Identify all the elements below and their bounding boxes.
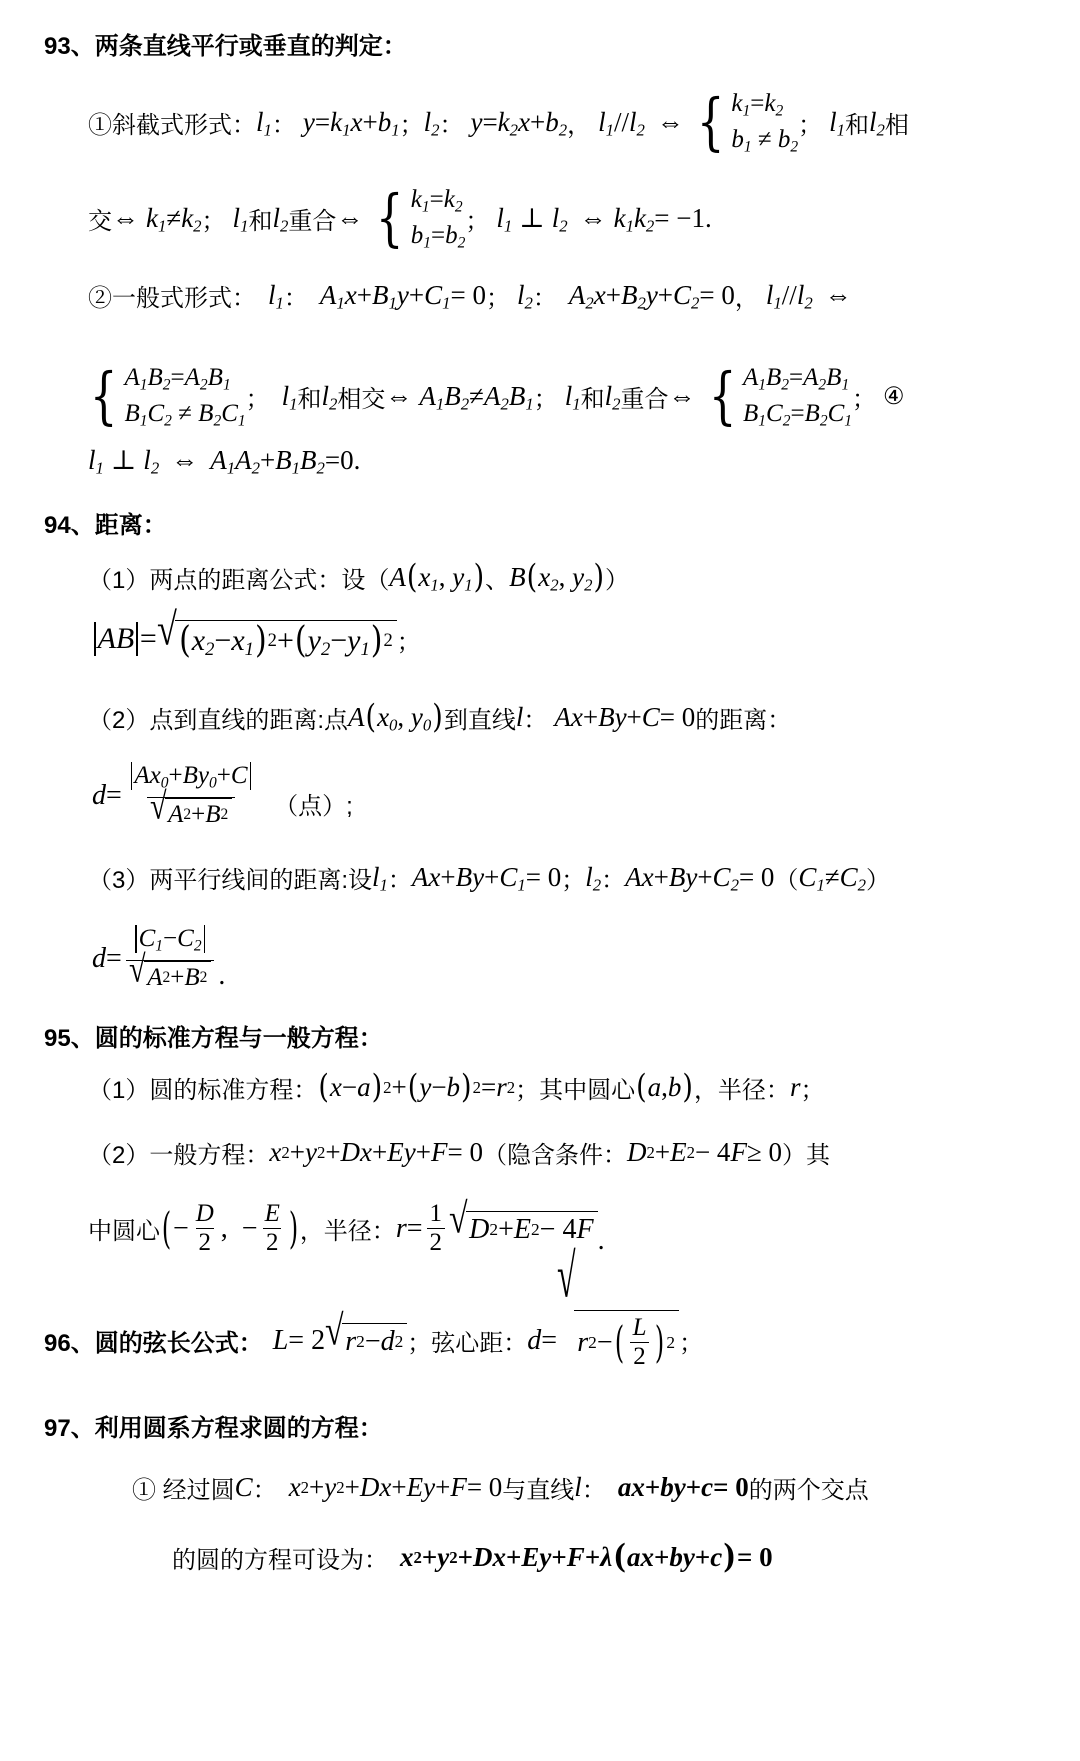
math-97-final-eq: x 2 + y 2 + D x + E y + F + λ ( a x + b y + c ) = 0 <box>400 1538 773 1577</box>
section-95-title: 圆的标准方程与一般方程： <box>94 1025 383 1052</box>
section-94-number: 94、 <box>44 512 95 539</box>
formula-93-perpendicular <box>88 445 360 476</box>
math-96-chord-distance: d = √ r 2 − ( $\frac{L}{2}$ ) 2 ； <box>527 1243 704 1370</box>
math-93-line2: 交 ⇔ $k_1$ ≠ $k_2$ ； $l_1$ 和 $l_2$ 重合 ⇔ { $k_1=k_2$ $b_1=b_2$ ； $l_1$ ⊥ $l_2$ ⇔ $k_1$ $k_2$ = −1 . <box>88 180 712 254</box>
section-93-heading <box>44 26 407 61</box>
label-94-1: （1）两点的距离公式：设（ <box>88 567 390 594</box>
label-93-slope-intercept: ①斜截式形式： <box>88 111 256 139</box>
label-93-tag: ④ <box>883 382 905 410</box>
section-95-number: 95、 <box>44 1025 95 1052</box>
math-94-d2: d = $C_1$ − $C_2$ √ A 2 + B 2 . <box>92 925 226 991</box>
math-95-general: x 2 + y 2 + D x + E y + F = 0 <box>269 1137 483 1167</box>
label-95-1: （1）圆的标准方程： <box>88 1077 318 1104</box>
section-97-number: 97、 <box>44 1415 95 1442</box>
section-94-heading <box>44 505 167 540</box>
formula-97-circle-system: ① 经过圆 C ： x 2 + y 2 + D x + E y + F = 0 与直线 l ： a x + b y + c = 0 的两个交点 <box>132 1472 869 1504</box>
formula-93-general-form <box>88 278 852 313</box>
math-93-line5: $l_1$ ⊥ $l_2$ ⇔ $A_1$ $A_2$ + $B_1$ $B_2$ =0 . <box>88 445 361 478</box>
formula-95-center-radius <box>88 1196 605 1257</box>
formula-93-general-conditions <box>84 360 905 433</box>
section-95-heading <box>44 1018 383 1053</box>
math-95-center-coords: ( − $\frac{D}{2}$ , − $\frac{E}{2}$ ) <box>161 1200 298 1256</box>
formula-94-distance-point-line <box>92 762 353 829</box>
label-95-2-cond-open: （隐含条件： <box>482 1142 627 1169</box>
math-93-line1: $l_1$ ： y = $k_1$ x + $b_1$ ； $l_2$ ： y = $k_2$ x + $b_2$ ， $l_1$ // $l_2$ ⇔ { $k_1=k_2$ $b_1 \ne b_2$ ； $l_1$ 和 $l_2$ 相 <box>256 84 909 158</box>
label-96-mid: ；弦心距： <box>407 1330 528 1357</box>
formula-94-parallel-label <box>88 860 890 895</box>
label-94-dun: 、 <box>485 567 510 594</box>
section-97-heading <box>44 1408 383 1443</box>
math-95-radius: r <box>789 1072 801 1102</box>
math-94-line-l: l <box>515 702 524 732</box>
formula-94-ab-length <box>92 603 421 662</box>
math-94-parallel-lines: $l_1$ ： A x + B y + $C_1$ = 0 ； $l_2$ ： A x + B y + $C_2$ = 0 （ $C_1$ ≠ $C_2$ ） <box>372 862 891 895</box>
formula-95-general-form <box>88 1135 830 1170</box>
math-97-line-l: l <box>574 1472 582 1502</box>
math-95-center: ( a , b ) <box>636 1068 693 1107</box>
label-95-1-mid: ；其中圆心 <box>515 1077 636 1104</box>
label-95-2-cond-close: ）其 <box>782 1142 831 1169</box>
label-94-2-tail: 的距离： <box>695 707 792 734</box>
math-96-chord-length: L = 2 √ r 2 − d 2 <box>273 1323 408 1358</box>
math-94-points: A ( $x_1$ , $y_1$ ) <box>389 558 485 597</box>
label-97-tail: 的两个交点 <box>748 1477 869 1504</box>
section-96-number: 96、 <box>44 1330 95 1357</box>
label-97-1: ① 经过圆 <box>132 1477 235 1504</box>
formula-95-standard-form: （1）圆的标准方程： ( x − a ) 2 + ( y − b ) 2 = r 2 ；其中圆心 ( a , b ) ，半径： r ； <box>88 1068 825 1107</box>
label-97-2: 的圆的方程可设为： <box>172 1547 388 1574</box>
math-97-line-eq: a x + b y + c = 0 <box>617 1472 749 1502</box>
label-95-2b-mid: ，半径： <box>299 1218 396 1245</box>
formula-94-two-point-distance-label <box>88 560 629 595</box>
math-95-discriminant: D 2 + E 2 − 4 F ≥ 0 <box>626 1137 783 1167</box>
math-94-ab: AB = √ ( $x_2$ − $x_1$ ) 2 + ( $y_2$ − $y_1$ ) 2 ； <box>92 620 421 658</box>
section-93-title: 两条直线平行或垂直的判定： <box>94 33 407 60</box>
label-94-3: （3）两平行线间的距离:设 <box>88 867 373 894</box>
math-97-circle-c: C <box>234 1472 253 1502</box>
math-93-line3: $l_1$ ： $A_1$ x + $B_1$ y + $C_1$ = 0 ； $l_2$ ： $A_2$ x + $B_2$ y + $C_2$ = 0 ， $l_1$ // $l_2$ ⇔ <box>268 280 852 313</box>
formula-94-distance-parallel <box>92 925 225 992</box>
label-94-dao: 到直线 <box>443 707 516 734</box>
label-95-2: （2）一般方程： <box>88 1142 270 1169</box>
math-94-point-b: B ( $x_2$ , $y_2$ ) <box>509 558 604 597</box>
section-93-number: 93、 <box>44 33 95 60</box>
label-94-2: （2）点到直线的距离:点 <box>88 707 349 734</box>
label-97-yu: 与直线 <box>502 1477 575 1504</box>
label-94-close: ） <box>604 567 629 594</box>
section-97-title: 利用圆系方程求圆的方程： <box>94 1415 383 1442</box>
label-95-1-tail: ，半径： <box>693 1077 790 1104</box>
math-97-circle-eq: x 2 + y 2 + D x + E y + F = 0 <box>288 1472 503 1502</box>
math-95-standard: ( x − a ) 2 + ( y − b ) 2 = r 2 <box>318 1068 516 1107</box>
math-95-radius-formula: r = $\frac{1}{2}$ √ D 2 + E 2 − 4 F . <box>395 1196 605 1256</box>
section-96-heading <box>44 1243 704 1371</box>
section-94-title: 距离： <box>94 512 167 539</box>
formula-93-intersect-coincide <box>88 182 712 255</box>
math-93-line4: { $A_1B_2=A_2B_1$ $B_1C_2 \ne B_2C_1$ ； $l_1$ 和 $l_2$ 相交 ⇔ $A_1$ $B_2$ ≠ $A_2$ $B_1$ ； $l_1$ 和 $l_2$ 重合 ⇔ { $A_1B_2=A_2B_1$ $B_1C_2=B_2C_1$ ； ④ <box>89 358 905 432</box>
formula-93-slope-intercept <box>88 86 909 159</box>
math-94-line-eq: A x + B y + C = 0 <box>554 702 696 732</box>
formula-97-circle-system-eq <box>172 1540 773 1575</box>
label-94-note: （点）; <box>274 793 353 820</box>
label-93-general-form: ②一般式形式： <box>88 285 256 312</box>
math-94-d1: d = A $x_0$ + B $y_0$ + C √ A 2 + B 2 <box>92 762 260 829</box>
section-96-title: 圆的弦长公式： <box>94 1330 263 1357</box>
label-95-2b: 中圆心 <box>88 1218 160 1245</box>
math-94-point-a0: A ( $x_0$ , $y_0$ ) <box>348 698 443 737</box>
formula-94-point-line-label: （2）点到直线的距离:点 A ( $x_0$ , $y_0$ ) 到直线 l ： A x + B y + C = 0 的距离： <box>88 698 792 737</box>
